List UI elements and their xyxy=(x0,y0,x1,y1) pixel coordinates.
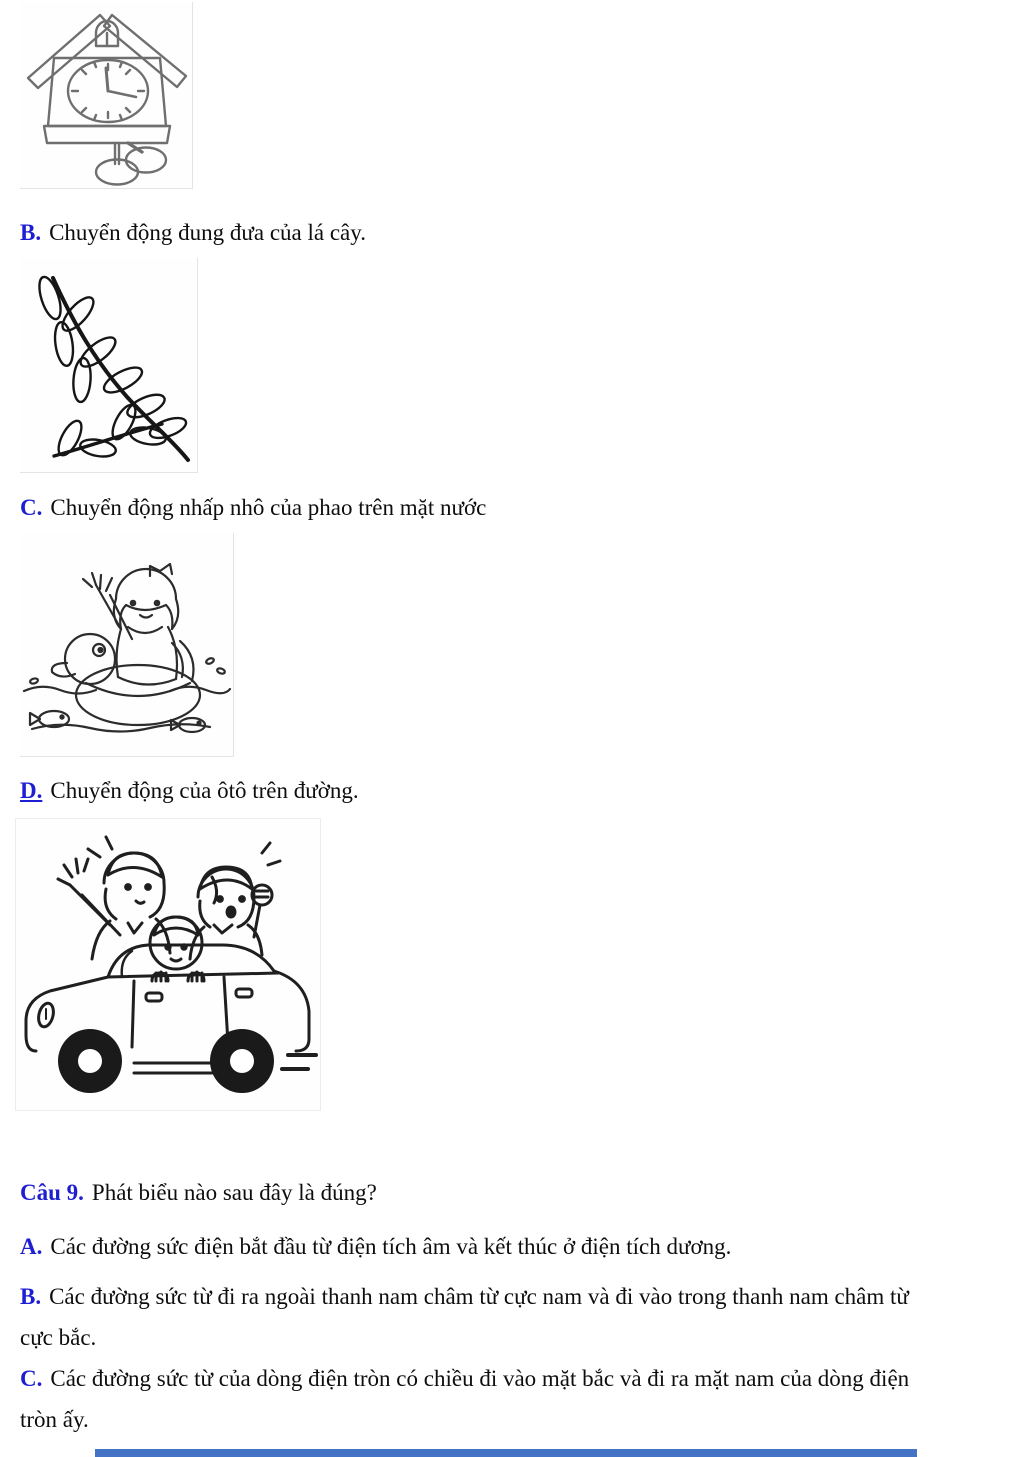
q8-option-d-text: Chuyển động của ôtô trên đường. xyxy=(50,778,359,803)
q8-option-b-label: B. xyxy=(20,220,42,245)
q8-option-d-label: D. xyxy=(20,778,43,803)
q9-option-a-text: Các đường sức điện bắt đầu từ điện tích âm và kết thúc ở điện tích dương. xyxy=(50,1234,732,1259)
q9-option-c-line2: tròn ấy. xyxy=(20,1407,89,1432)
q8-option-d xyxy=(20,770,359,811)
q9-option-c xyxy=(20,1358,1005,1440)
family-car-illustration xyxy=(16,819,320,1110)
girl-swim-ring-illustration xyxy=(20,533,233,756)
q9-option-b-line2: cực bắc. xyxy=(20,1325,97,1350)
q9-title xyxy=(20,1172,377,1213)
next-section-blue-bar xyxy=(95,1449,917,1457)
q8-option-c-text: Chuyển động nhấp nhô của phao trên mặt nước xyxy=(50,495,487,520)
q8-option-c xyxy=(20,487,486,528)
q9-option-c-label: C. xyxy=(20,1366,43,1391)
q9-option-a xyxy=(20,1226,731,1267)
q9-option-b-line1: Các đường sức từ đi ra ngoài thanh nam châm từ cực nam và đi vào trong thanh nam châm từ xyxy=(49,1284,909,1309)
figure-tree-branch xyxy=(20,258,198,473)
q9-question-text: Phát biểu nào sau đây là đúng? xyxy=(91,1180,377,1205)
q9-option-b-label: B. xyxy=(20,1284,42,1309)
cuckoo-clock-illustration xyxy=(20,2,192,188)
q9-label: Câu 9. xyxy=(20,1180,84,1205)
q8-option-c-label: C. xyxy=(20,495,43,520)
q8-option-b xyxy=(20,212,366,253)
q9-option-c-line1: Các đường sức từ của dòng điện tròn có chiều đi vào mặt bắc và đi ra mặt nam của dòng điện xyxy=(50,1366,910,1391)
figure-family-car xyxy=(15,818,321,1111)
q8-option-b-text: Chuyển động đung đưa của lá cây. xyxy=(49,220,367,245)
q9-option-a-label: A. xyxy=(20,1234,43,1259)
tree-branch-illustration xyxy=(20,258,197,472)
figure-cuckoo-clock xyxy=(20,2,193,189)
q9-option-b xyxy=(20,1276,1005,1358)
figure-girl-swim-ring xyxy=(20,533,234,757)
